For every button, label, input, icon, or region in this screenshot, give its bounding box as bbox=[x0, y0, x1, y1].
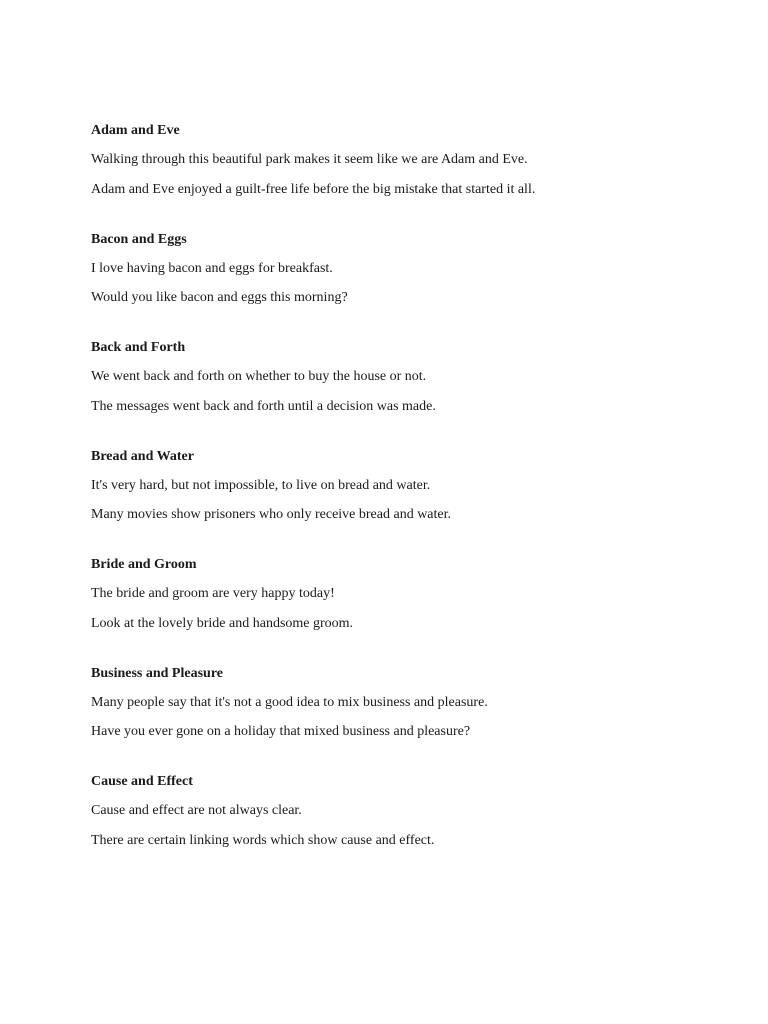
entry-heading: Back and Forth bbox=[91, 340, 186, 355]
entry-heading: Business and Pleasure bbox=[91, 665, 223, 681]
entry-heading: Bride and Groom bbox=[91, 557, 197, 572]
document-content bbox=[91, 121, 731, 881]
example-sentence: There are certain linking words which show cause and effect. bbox=[91, 832, 435, 848]
example-sentence: The bride and groom are very happy today! bbox=[91, 586, 335, 601]
entry-cause-and-effect bbox=[91, 772, 731, 851]
example-sentence: Many movies show prisoners who only receive bread and water. bbox=[91, 507, 452, 522]
example-sentence: We went back and forth on whether to buy the house or not. bbox=[91, 369, 427, 384]
entry-back-and-forth bbox=[91, 338, 731, 417]
entry-heading: Bread and Water bbox=[91, 448, 194, 464]
entry-heading: Bacon and Eggs bbox=[91, 231, 187, 247]
example-sentence: I love having bacon and eggs for breakfast. bbox=[91, 260, 333, 276]
example-sentence: Many people say that it's not a good idea to mix business and pleasure. bbox=[91, 694, 488, 710]
entry-heading: Cause and Effect bbox=[91, 774, 193, 789]
example-sentence: It's very hard, but not impossible, to live on bread and water. bbox=[91, 477, 431, 493]
entry-heading: Adam and Eve bbox=[91, 123, 180, 138]
example-sentence: The messages went back and forth until a decision was made. bbox=[91, 398, 436, 414]
example-sentence: Walking through this beautiful park makes it seem like we are Adam and Eve. bbox=[91, 152, 528, 167]
example-sentence: Look at the lovely bride and handsome groom. bbox=[91, 615, 354, 631]
entry-bride-and-groom bbox=[91, 555, 731, 634]
example-sentence: Have you ever gone on a holiday that mixed business and pleasure? bbox=[91, 724, 471, 739]
entry-business-and-pleasure bbox=[91, 664, 731, 743]
example-sentence: Would you like bacon and eggs this morning? bbox=[91, 290, 348, 305]
entry-bread-and-water bbox=[91, 447, 731, 526]
entry-adam-and-eve bbox=[91, 121, 731, 200]
example-sentence: Cause and effect are not always clear. bbox=[91, 803, 302, 818]
entry-bacon-and-eggs bbox=[91, 230, 731, 309]
example-sentence: Adam and Eve enjoyed a guilt-free life before the big mistake that started it all. bbox=[91, 181, 536, 197]
